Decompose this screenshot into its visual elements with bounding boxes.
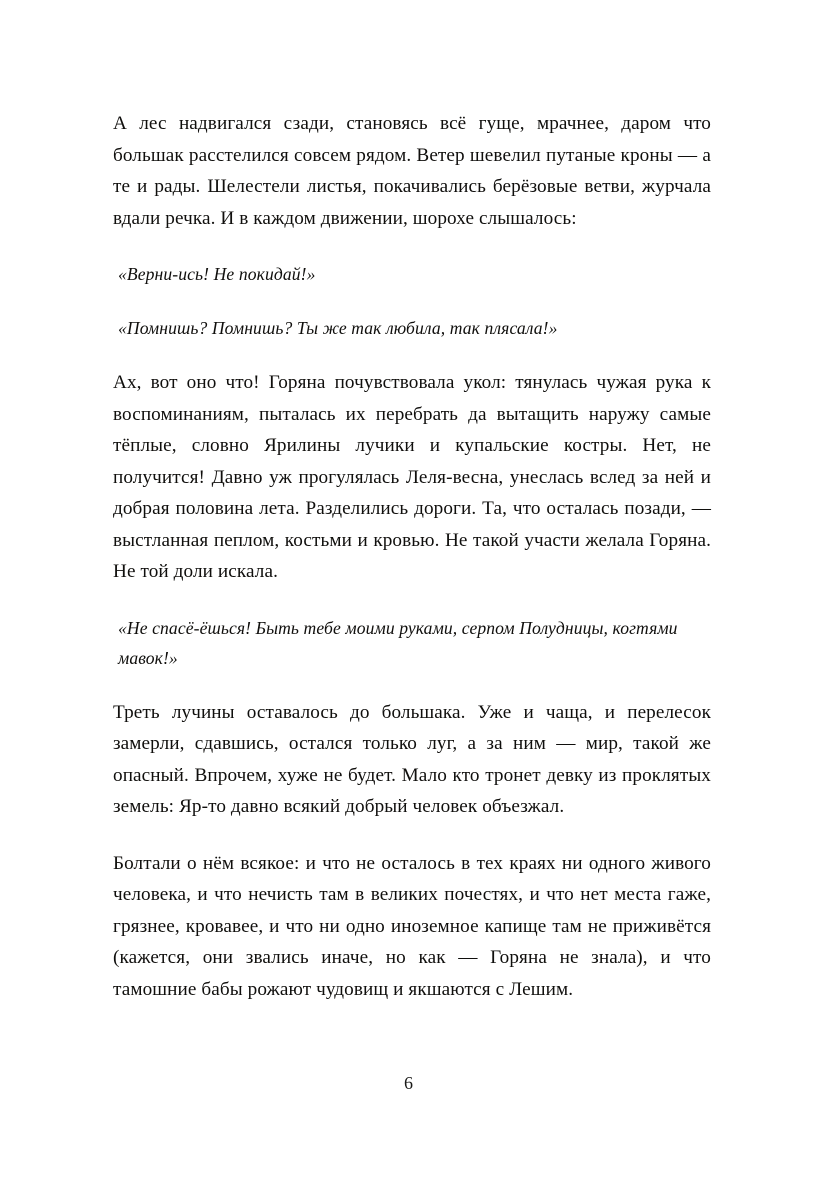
paragraph-3: Треть лучины оставалось до большака. Уже и чаща, и перелесок замерли, сдавшись, остался только луг, а за ним — мир, такой же опасный. Впрочем, хуже не будет. Мало кто тронет девку из проклятых земель: Яр-то давно всякий добрый человек объезжал. xyxy=(113,701,711,817)
quote-1: «Верни-ись! Не покидай!» xyxy=(118,264,316,284)
paragraph-2: Ах, вот оно что! Горяна почувствовала укол: тянулась чужая рука к воспоминаниям, пыталась их перебрать да вытащить наружу самые тёплые, словно Ярилины лучики и купальские костры. Нет, не получится! Давно уж прогулялась Леля-весна, унеслась вслед за ней и добрая половина лета. Разделились дороги. Та, что осталась позади, — выстланная пеплом, костьми и кровью. Не такой участи желала Горяна. Не той доли искала. xyxy=(113,372,711,582)
quote-3: «Не спасё-ёшься! Быть тебе моими руками, серпом Полудницы, когтями мавок!» xyxy=(118,617,678,668)
text-column xyxy=(113,108,711,1005)
quote-2: «Помнишь? Помнишь? Ты же так любила, так плясала!» xyxy=(118,318,558,338)
paragraph-4: Болтали о нём всякое: и что не осталось в тех краях ни одного живого человека, и что нечисть там в великих почестях, и что нет места гаже, грязнее, кровавее, и что ни одно иноземное капище там не приживётся (кажется, они звались иначе, но как — Горяна не знала), и что тамошние бабы рожают чудовищ и якшаются с Лешим. xyxy=(113,852,711,1000)
page-number: 6 xyxy=(404,1073,413,1093)
paragraph-1: А лес надвигался сзади, становясь всё гуще, мрачнее, даром что большак расстелился совсем рядом. Ветер шевелил путаные кроны — а те и рады. Шелестели листья, покачивались берёзовые ветви, журчала вдали речка. И в каждом движении, шорохе слышалось: xyxy=(113,113,711,229)
